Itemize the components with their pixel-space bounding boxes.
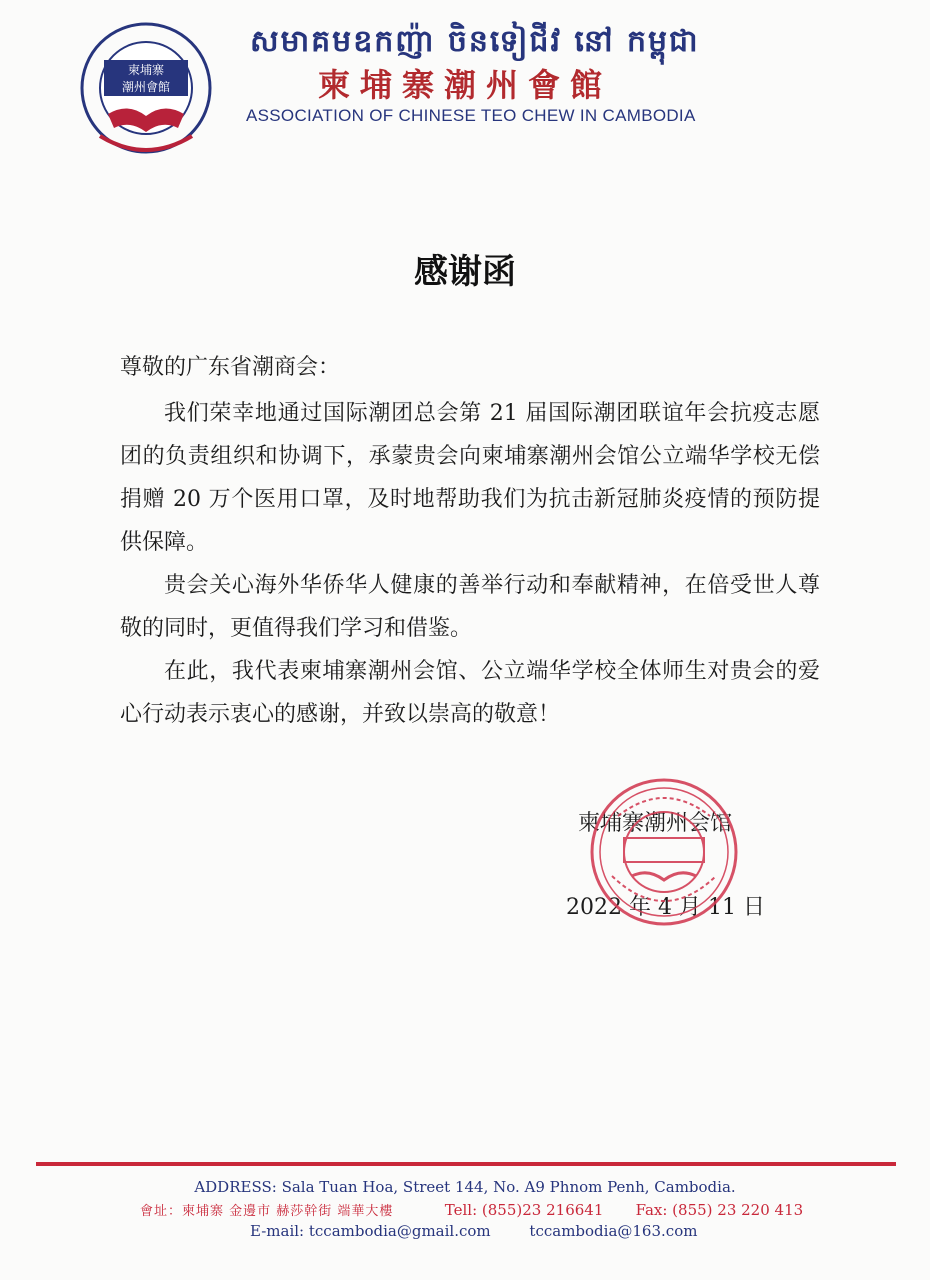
association-logo bbox=[78, 16, 214, 166]
letter-title: 感谢函 bbox=[414, 252, 516, 292]
letterhead-english-name: ASSOCIATION OF CHINESE TEO CHEW IN CAMBODIA bbox=[246, 106, 696, 125]
footer-contact-row bbox=[140, 1200, 804, 1219]
body-paragraph: 我们荣幸地通过国际潮团总会第 21 届国际潮团联谊年会抗疫志愿团的负责组织和协调下，承蒙贵会向柬埔寨潮州会馆公立端华学校无偿捐赠 20 万个医用口罩，及时地帮助我们为抗击新冠肺炎疫情的预防提供保障。 bbox=[120, 401, 820, 555]
logo-inner-text-top: 柬埔寨 bbox=[127, 63, 165, 77]
body-paragraph: 贵会关心海外华侨华人健康的善举行动和奉献精神，在倍受世人尊敬的同时，更值得我们学习和借鉴。 bbox=[120, 573, 820, 641]
signature-org: 柬埔寨潮州会馆 bbox=[578, 811, 733, 836]
footer-email-gmail: E-mail: tccambodia@gmail.com bbox=[250, 1222, 491, 1240]
footer-fax: Fax: (855) 23 220 413 bbox=[635, 1201, 804, 1219]
signature-date: 2022 年 4 月 11 日 bbox=[566, 895, 765, 920]
footer-email-row bbox=[250, 1222, 750, 1240]
footer-email-163: tccambodia@163.com bbox=[529, 1222, 698, 1240]
footer-divider bbox=[36, 1162, 896, 1166]
footer-address-chinese: 會址：柬埔寨 金邊市 赫莎幹街 端華大樓 bbox=[140, 1204, 394, 1219]
salutation: 尊敬的广东省潮商会： bbox=[120, 355, 341, 380]
footer-tel: Tell: (855)23 216641 bbox=[444, 1201, 604, 1219]
letterhead-khmer-name: សមាគមឧកញ៉ា ចិនទៀជីវ នៅ កម្ពុជា bbox=[250, 24, 700, 59]
letter-body bbox=[120, 392, 820, 736]
footer-address: ADDRESS: Sala Tuan Hoa, Street 144, No. A9 Phnom Penh, Cambodia. bbox=[194, 1178, 736, 1196]
official-seal-stamp bbox=[588, 776, 740, 928]
logo-inner-text-bottom: 潮州會館 bbox=[121, 80, 171, 94]
body-paragraph: 在此，我代表柬埔寨潮州会馆、公立端华学校全体师生对贵会的爱心行动表示衷心的感谢，并致以崇高的敬意！ bbox=[120, 659, 820, 727]
letterhead-chinese-name: 柬埔寨潮州會館 bbox=[318, 66, 613, 104]
